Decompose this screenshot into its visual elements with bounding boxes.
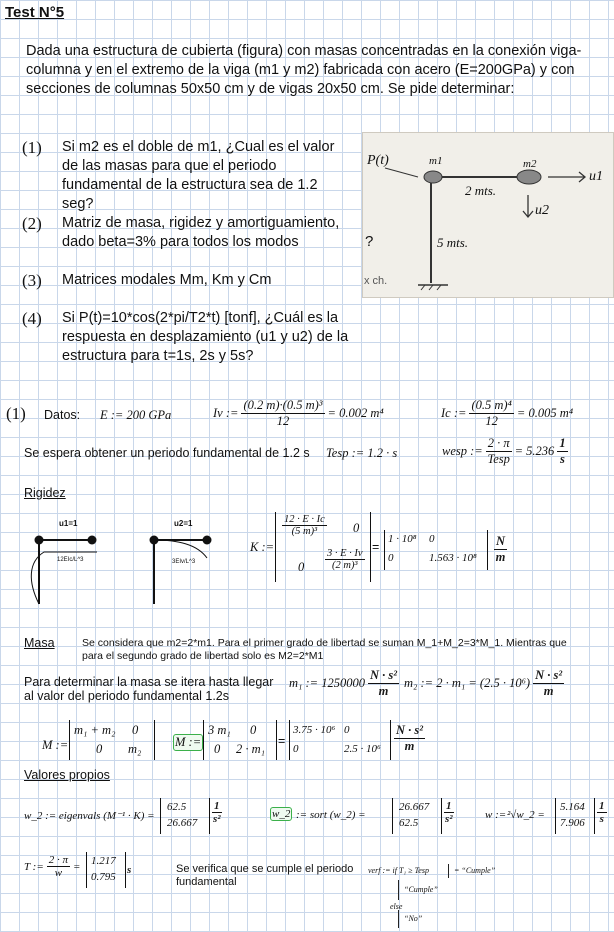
Iv-fraction bbox=[241, 398, 324, 429]
unit-numerator: N · s² bbox=[535, 668, 563, 682]
question-number: (4) bbox=[22, 309, 42, 328]
sorted-1: 26.667 bbox=[399, 801, 430, 813]
period-text: Se espera obtener un periodo fundamental de 1.2 s bbox=[24, 446, 310, 460]
m2-unit bbox=[533, 668, 564, 699]
k22-numerator: 3 · E · Iv bbox=[327, 548, 363, 559]
sketch-beam-length: 2 mts. bbox=[465, 183, 497, 198]
M-lhs: M := bbox=[42, 738, 69, 752]
if-branch-bar bbox=[398, 880, 399, 900]
Iv-definition bbox=[213, 398, 384, 429]
Ic-lhs: Ic := bbox=[441, 406, 467, 420]
u2-label: u2=1 bbox=[174, 519, 193, 528]
E-definition: E := 200 GPa bbox=[100, 408, 172, 422]
K-matrix bbox=[275, 512, 371, 582]
wesp-numerator: 2 · π bbox=[487, 436, 510, 450]
w-unit bbox=[597, 800, 607, 825]
Ic-denominator: 12 bbox=[485, 414, 498, 428]
w-lhs: w := bbox=[485, 809, 507, 821]
Mr-21: 0 bbox=[293, 743, 299, 755]
k11 bbox=[282, 514, 327, 537]
verf-definition: verf := if T₁ ≥ Tesp bbox=[368, 866, 429, 875]
wesp-unit bbox=[557, 436, 567, 467]
eigenvals-vector bbox=[160, 798, 210, 834]
Mr-22: 2.5 · 10⁶ bbox=[344, 743, 381, 755]
wesp-denominator: Tesp bbox=[487, 452, 510, 466]
wesp-result: = 5.236 bbox=[514, 444, 555, 458]
Ic-fraction bbox=[469, 398, 513, 429]
Ic-result: = 0.005 m⁴ bbox=[516, 406, 574, 420]
if-bar bbox=[448, 864, 449, 878]
Iv-result: = 0.002 m⁴ bbox=[327, 406, 384, 420]
sketch-drawing bbox=[363, 133, 613, 297]
masa-heading: Masa bbox=[24, 636, 55, 650]
m1-value: m₁ := 1250000 bbox=[289, 676, 365, 690]
unit-numerator: N · s² bbox=[396, 723, 424, 737]
k12: 0 bbox=[353, 521, 360, 535]
unit-denominator: m bbox=[495, 550, 506, 564]
question-number: (2) bbox=[22, 214, 42, 233]
question-text: Matriz de masa, rigidez y amortiguamiento, dado beta=3% para todos los modos bbox=[62, 215, 340, 250]
T-lhs: T := bbox=[24, 860, 44, 873]
m2-value: m₂ := 2 · m₁ = (2.5 · 10⁶) bbox=[404, 676, 531, 690]
T-vector bbox=[86, 852, 126, 888]
unit-numerator: 1 bbox=[599, 800, 605, 812]
eigenvals-definition: w_2 := eigenvals (M⁻¹ · K) = bbox=[24, 810, 155, 822]
T-unit: s bbox=[127, 864, 132, 876]
T-definition bbox=[24, 854, 80, 879]
rigidez-heading: Rigidez bbox=[24, 486, 66, 500]
else-branch-bar bbox=[398, 910, 399, 928]
k-result-12: 0 bbox=[429, 533, 435, 545]
Mh-21: 0 bbox=[214, 742, 221, 756]
sketch-m1-label: m1 bbox=[429, 155, 443, 167]
Mh-11: 3 m₁ bbox=[208, 723, 231, 737]
w-vector bbox=[555, 798, 595, 834]
w-2: 7.906 bbox=[560, 817, 585, 829]
Iv-lhs: Iv := bbox=[213, 406, 239, 420]
tesp-definition: Tesp := 1.2 · s bbox=[326, 446, 398, 460]
sorted-2: 62.5 bbox=[399, 817, 419, 829]
unit-numerator: 1 bbox=[559, 436, 566, 450]
eigenvals-unit bbox=[212, 800, 222, 825]
masa-note: Se considera que m2=2*m1. Para el primer grado de libertad se suman M_1+M_2=3*M_1. Mientras que para el segundo grado de libertad solo es M2=2*M1 bbox=[82, 637, 567, 662]
w-root: ²√w_2 = bbox=[507, 809, 545, 821]
wesp-lhs: wesp := bbox=[442, 444, 483, 458]
verf-cumple: “Cumple” bbox=[404, 885, 438, 894]
equals: = bbox=[372, 540, 380, 554]
question-text: Si m2 es el doble de m1, ¿Cual es el valor de las masas para que el periodo fundamental de la estructura sea de 1.2 seg? bbox=[62, 139, 335, 212]
m1-definition bbox=[289, 668, 399, 699]
k-result-22: 1.563 · 10⁸ bbox=[429, 552, 477, 564]
node-1 bbox=[35, 536, 44, 545]
k11-denominator: (5 m)³ bbox=[291, 526, 318, 537]
question-text: Matrices modales Mm, Km y Cm bbox=[62, 272, 272, 288]
rigidez-diagrams bbox=[22, 512, 237, 612]
Mh-22: 2 · m₁ bbox=[236, 742, 265, 756]
sketch-mass-2 bbox=[517, 170, 541, 184]
k-result-21: 0 bbox=[388, 552, 394, 564]
u1-label: u1=1 bbox=[59, 519, 78, 528]
unit-numerator: 1 bbox=[214, 800, 220, 812]
m1-unit bbox=[368, 668, 399, 699]
T-numerator: 2 · π bbox=[48, 854, 69, 866]
M-12: 0 bbox=[132, 723, 139, 737]
question-number: (3) bbox=[22, 271, 42, 290]
unit-denominator: m bbox=[404, 739, 415, 753]
M-22: m₂ bbox=[128, 742, 142, 756]
sketch-u1-label: u1 bbox=[589, 169, 603, 184]
question-2 bbox=[22, 214, 352, 271]
stiffness-sketch bbox=[22, 512, 237, 612]
Mr-12: 0 bbox=[344, 724, 350, 736]
eigenval-1: 62.5 bbox=[167, 801, 187, 813]
unit-numerator: N bbox=[496, 534, 506, 548]
unit-denominator: s bbox=[560, 452, 565, 466]
T-denominator: w bbox=[54, 867, 63, 879]
verify-text: Se verifica que se cumple el periodo fundamental bbox=[176, 863, 354, 888]
node-4 bbox=[203, 536, 212, 545]
equals: = bbox=[278, 734, 286, 748]
K-unit bbox=[494, 534, 507, 565]
sketch-load-line bbox=[385, 168, 418, 177]
M-11: m₁ + m₂ bbox=[74, 723, 116, 737]
sketch-load-label: P(t) bbox=[367, 153, 389, 168]
k11-numerator: 12 · E · Ic bbox=[284, 514, 325, 525]
M-matrix bbox=[69, 720, 155, 760]
sketch-u2-label: u2 bbox=[535, 203, 549, 218]
sketch-column-length: 5 mts. bbox=[437, 235, 469, 250]
question-3 bbox=[22, 271, 352, 291]
structure-sketch bbox=[362, 132, 614, 298]
wesp-fraction bbox=[486, 436, 512, 467]
sketch-question-mark: ? bbox=[365, 233, 374, 250]
unit-denominator: s² bbox=[212, 813, 221, 825]
k1-label: 12EIc/L^3 bbox=[57, 557, 84, 563]
k2-label: 3EIv/L^3 bbox=[172, 559, 196, 565]
deformed-shape-2 bbox=[154, 540, 207, 558]
Iv-numerator: (0.2 m)·(0.5 m)³ bbox=[243, 398, 323, 412]
sketch-note: x ch. bbox=[364, 275, 388, 287]
question-1 bbox=[22, 138, 352, 214]
verf-no: “No” bbox=[404, 914, 423, 923]
w-1: 5.164 bbox=[560, 801, 585, 813]
verf-else: else bbox=[390, 902, 403, 911]
question-4 bbox=[22, 309, 352, 366]
intro-paragraph: Dada una estructura de cubierta (figura) con masas concentradas en la conexión viga-columna y en el extremo de la viga (m1 y m2) fabricada con acero (E=200GPa) y con secciones de columnas 50x50 cm y de vigas 20x50 cm. Se pide determinar: bbox=[26, 43, 582, 97]
verf-result: = “Cumple” bbox=[454, 866, 496, 875]
T-2: 0.795 bbox=[91, 871, 116, 883]
M-symbolic-matrix bbox=[203, 720, 277, 760]
unit-denominator: s bbox=[599, 813, 604, 825]
k-result-11: 1 · 10⁸ bbox=[388, 533, 417, 545]
iteration-text: Para determinar la masa se itera hasta llegar al valor del periodo fundamental 1.2s bbox=[24, 675, 274, 703]
Ic-numerator: (0.5 m)⁴ bbox=[471, 398, 512, 412]
eigenval-2: 26.667 bbox=[167, 817, 198, 829]
Mh-12: 0 bbox=[250, 723, 257, 737]
K-result-matrix bbox=[384, 530, 488, 570]
k22-denominator: (2 m)³ bbox=[331, 560, 358, 571]
unit-denominator: m bbox=[378, 684, 389, 698]
sketch-mass-1 bbox=[424, 171, 442, 183]
sort-definition: := sort (w_2) = bbox=[296, 809, 366, 821]
M-unit bbox=[394, 723, 425, 754]
unit-denominator: s² bbox=[444, 813, 453, 825]
m2-definition bbox=[404, 668, 564, 699]
T-fraction bbox=[47, 854, 70, 879]
node-2 bbox=[88, 536, 97, 545]
page-title: Test N°5 bbox=[5, 4, 65, 21]
k21: 0 bbox=[298, 560, 305, 574]
Iv-denominator: 12 bbox=[276, 414, 290, 428]
wesp-definition bbox=[442, 436, 568, 467]
sorted-unit bbox=[444, 800, 454, 825]
unit-numerator: 1 bbox=[446, 800, 452, 812]
M-result-matrix bbox=[289, 720, 391, 760]
question-number: (1) bbox=[22, 138, 42, 157]
K-lhs: K := bbox=[250, 540, 275, 554]
unit-numerator: N · s² bbox=[369, 668, 397, 682]
M-21: 0 bbox=[96, 742, 103, 756]
datos-label: Datos: bbox=[44, 408, 81, 422]
sorted-vector bbox=[392, 798, 442, 834]
Ic-definition bbox=[441, 398, 573, 429]
question-text: Si P(t)=10*cos(2*pi/T2*t) [tonf], ¿Cuál es la respuesta en desplazamiento (u1 y u2) de la estructura para t=1s, 2s y 5s? bbox=[62, 310, 349, 364]
valores-propios-heading: Valores propios bbox=[24, 768, 110, 782]
k22 bbox=[325, 548, 365, 571]
T-1: 1.217 bbox=[91, 855, 116, 867]
Mr-11: 3.75 · 10⁶ bbox=[293, 724, 336, 736]
equals: = bbox=[73, 860, 81, 873]
unit-denominator: m bbox=[543, 684, 554, 698]
M-highlighted-lhs: M := bbox=[175, 735, 202, 749]
solution-number: (1) bbox=[6, 404, 26, 423]
sort-lhs: w_2 bbox=[272, 808, 291, 820]
sketch-m2-label: m2 bbox=[523, 158, 537, 170]
